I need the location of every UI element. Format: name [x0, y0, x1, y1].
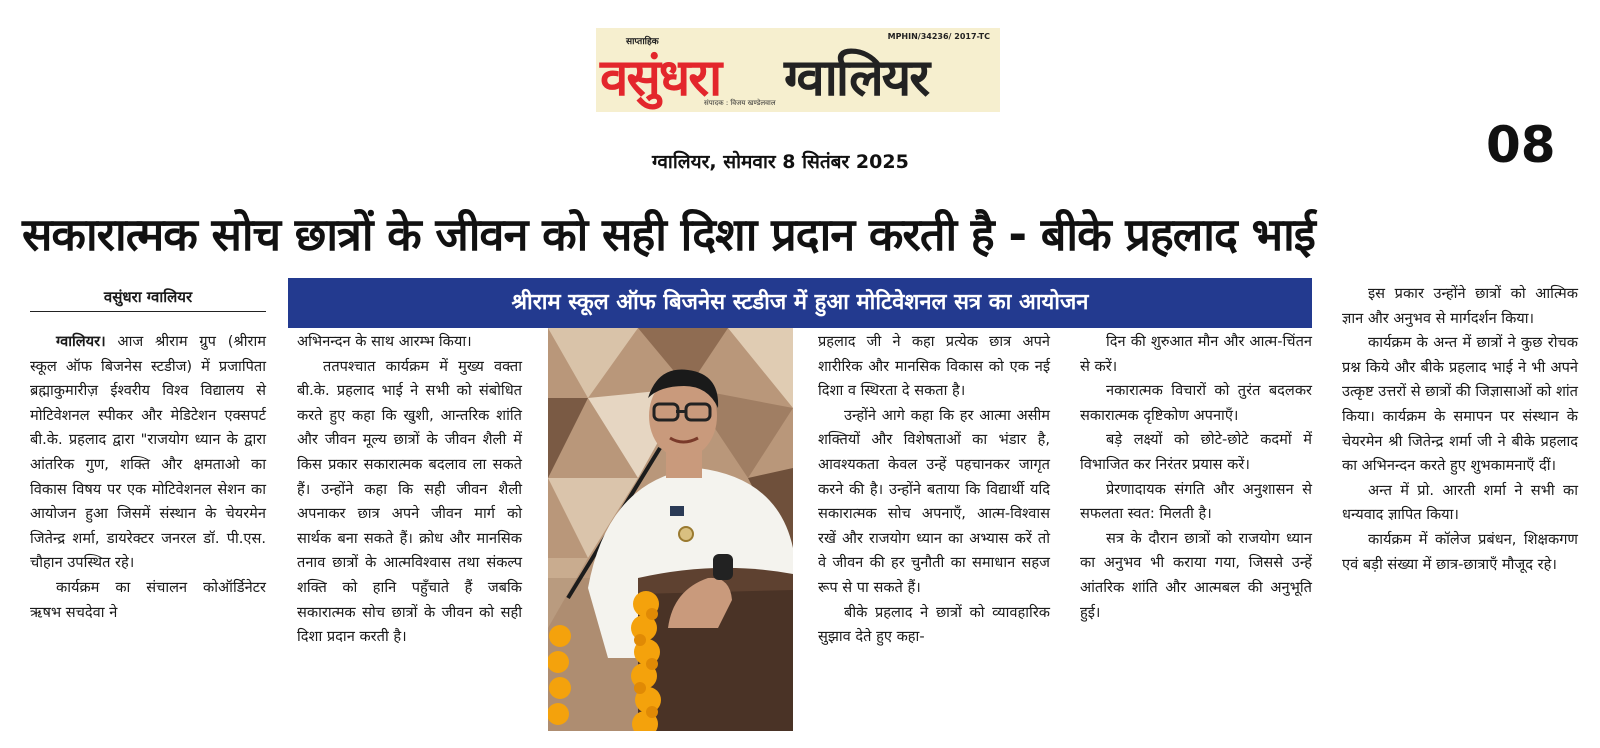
article-dateline-lead: ग्वालियर। — [56, 333, 106, 350]
subheadline-banner: श्रीराम स्कूल ऑफ बिजनेस स्टडीज में हुआ मोटिवेशनल सत्र का आयोजन — [288, 278, 1312, 328]
page-number: 08 — [1486, 116, 1556, 174]
article-paragraph: अन्त में प्रो. आरती शर्मा ने सभी का धन्यवाद ज्ञापित किया। — [1342, 481, 1578, 524]
dateline: ग्वालियर, सोमवार 8 सितंबर 2025 — [652, 151, 909, 173]
article-paragraph: नकारात्मक विचारों को तुरंत बदलकर सकारात्मक दृष्टिकोण अपनाएँ। — [1080, 382, 1312, 424]
masthead — [596, 28, 1000, 112]
article-paragraph: उन्होंने आगे कहा कि हर आत्मा असीम शक्तियों और विशेषताओं का भंडार है, आवश्यकता केवल उन्हें पहचानकर जागृत करने की है। उन्होंने बताया कि विद्यार्थी यदि सकारात्मक सोच अपनाएँ, आत्म-विश्वास रखें और राजयोग ध्यान का अभ्यास करें तो वे जीवन की हर चुनौती का समाधान सहज रूप से पा सकते हैं। — [818, 406, 1050, 596]
article-text: आज श्रीराम ग्रुप (श्रीराम स्कूल ऑफ बिजनेस स्टडीज) में प्रजापिता ब्रह्माकुमारीज़ ईश्वरीय विश्व विद्यालय से मोटिवेशनल स्पीकर और मेडिटेशन एक्सपर्ट बी.के. प्रहलाद द्वारा "राजयोग ध्यान के द्वारा आंतरिक गुण, शक्ति और क्षमताओ का विकास विषय पर एक मोटिवेशनल सेशन का आयोजन हुआ जिसमें संस्थान के चेयरमेन जितेन्द्र शर्मा, डायरेक्टर जनरल डॉ. पी.एस. चौहान उपस्थित रहे। — [30, 333, 266, 572]
article-paragraph: ततपश्चात कार्यक्रम में मुख्य वक्ता बी.के. प्रहलाद भाई ने सभी को संबोधित करते हुए कहा कि खुशी, आन्तरिक शांति और जीवन मूल्य छात्रों के जीवन शैली में किस प्रकार सकारात्मक बदलाव ला सकते हैं। उन्होंने कहा कि सही जीवन शैली अपनाकर छात्र अपने जीवन मार्ग को सार्थक बना सकते हैं। क्रोध और मानसिक तनाव छात्रों के आत्मविश्वास तथा संकल्प शक्ति को हानि पहुँचाते हैं जबकि सकारात्मक सोच छात्रों के जीवन को सही दिशा प्रदान करती है। — [297, 357, 522, 646]
article-column-3 — [818, 330, 1050, 650]
article-paragraph: प्रहलाद जी ने कहा प्रत्येक छात्र अपने शारीरिक और मानसिक विकास को एक नई दिशा व स्थिरता दे सकता है। — [818, 333, 1050, 400]
headline: सकारात्मक सोच छात्रों के जीवन को सही दिशा प्रदान करती है - बीके प्रहलाद भाई — [22, 208, 1315, 261]
article-column-4 — [1080, 330, 1312, 625]
speaker-photo — [548, 328, 793, 731]
masthead-weekly-label: साप्ताहिक — [626, 37, 659, 47]
article-paragraph: दिन की शुरुआत मौन और आत्म-चिंतन से करें। — [1080, 333, 1312, 375]
article-paragraph: इस प्रकार उन्होंने छात्रों को आत्मिक ज्ञान और अनुभव से मार्गदर्शन किया। — [1342, 285, 1578, 327]
article-paragraph: प्रेरणादायक संगति और अनुशासन से सफलता स्वत: मिलती है। — [1080, 480, 1312, 523]
article-column-1 — [30, 330, 266, 625]
article-paragraph: बीके प्रहलाद ने छात्रों को व्यावहारिक सुझाव देते हुए कहा- — [818, 603, 1050, 646]
article-paragraph: कार्यक्रम का संचालन कोऑर्डिनेटर ऋषभ सचदेवा ने — [30, 578, 266, 621]
article-paragraph: कार्यक्रम के अन्त में छात्रों ने कुछ रोचक प्रश्न किये और बीके प्रहलाद भाई ने भी अपने उत्कृष्ट उत्तरों से छात्रों की जिज्ञासाओं को शांत किया। कार्यक्रम के समापन पर संस्थान के चेयरमेन श्री जितेन्द्र शर्मा जी ने बीके प्रहलाद का अभिनन्दन करते हुए शुभकामनाएँ दीं। — [1342, 334, 1578, 475]
speaker-photo-image — [548, 328, 793, 731]
article-column-5 — [1342, 282, 1578, 577]
article-paragraph: सत्र के दौरान छात्रों को राजयोग ध्यान का अनुभव भी कराया गया, जिससे उन्हें आंतरिक शांति और आत्मबल की अनुभूति हुई। — [1080, 529, 1312, 621]
masthead-title-city: ग्वालियर — [784, 49, 929, 108]
byline: वसुंधरा ग्वालियर — [30, 287, 266, 312]
article-paragraph — [30, 330, 266, 576]
article-paragraph: बड़े लक्ष्यों को छोटे-छोटे कदमों में विभाजित कर निरंतर प्रयास करें। — [1080, 431, 1312, 473]
article-column-2 — [297, 330, 522, 650]
article-paragraph: कार्यक्रम में कॉलेज प्रबंधन, शिक्षकगण एवं बड़ी संख्या में छात्र-छात्राएँ मौजूद रहे। — [1342, 530, 1578, 573]
masthead-registration: MPHIN/34236/ 2017-TC — [887, 32, 990, 41]
article-paragraph: अभिनन्दन के साथ आरम्भ किया। — [297, 333, 472, 350]
masthead-editor-line: संपादक : विजय खण्डेलवाल — [704, 99, 776, 107]
masthead-title-red: वसुंधरा — [600, 49, 721, 108]
